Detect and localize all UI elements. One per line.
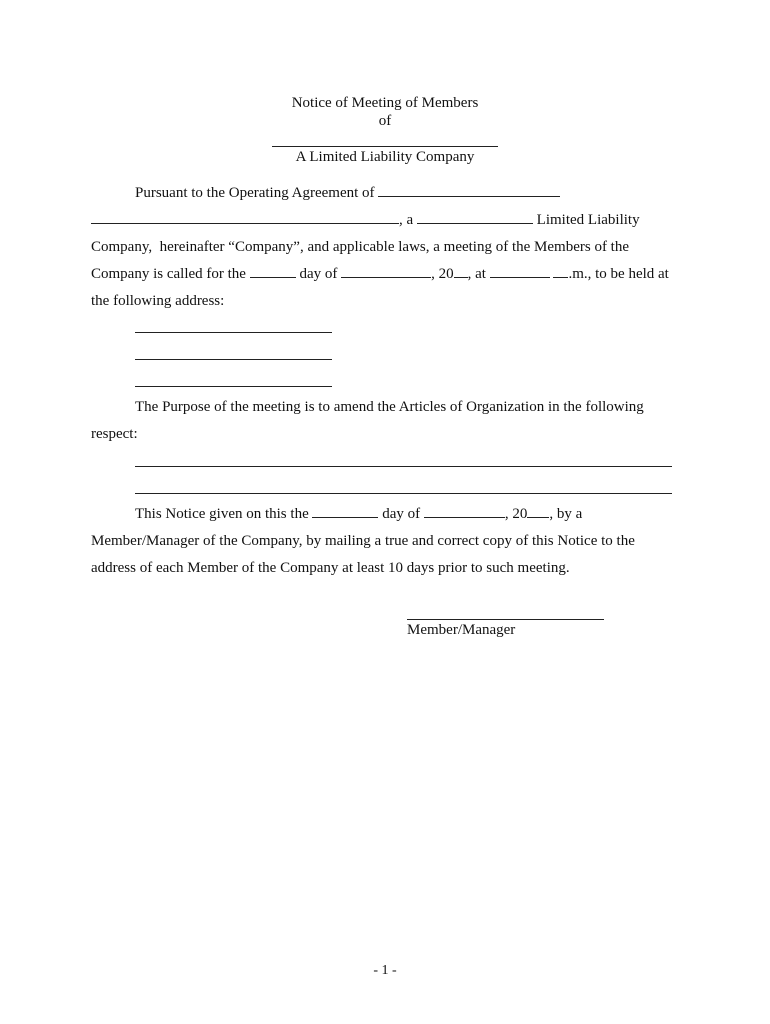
meeting-day-blank[interactable] [250,265,296,278]
page-number: - 1 - [373,963,397,978]
address-line-3-blank[interactable] [135,386,332,387]
signature-label: Member/Manager [407,622,516,638]
meeting-time-blank[interactable] [490,265,550,278]
title-company-type: A Limited Liability Company [295,149,475,165]
notice-day-blank[interactable] [312,505,378,518]
title-of: of [378,113,392,129]
para3-day-of-text: day of [382,506,421,522]
para1-line4 [91,265,669,283]
document-title: Notice of Meeting of Members [291,95,479,111]
para1-year-text: , 20 [431,266,454,282]
notice-month-blank[interactable] [424,505,505,518]
para1-line5: the following address: [91,293,225,309]
para3-by-a-text: , by a [549,506,583,522]
para1-day-of-text: day of [299,266,338,282]
purpose-line-2-blank[interactable] [135,493,672,494]
meeting-month-blank[interactable] [341,265,431,278]
para1-line2 [91,211,640,229]
para3-line1 [135,505,582,523]
signature-blank[interactable] [407,619,604,620]
address-line-2-blank[interactable] [135,359,332,360]
para3-notice-given-text: This Notice given on this the [135,506,309,522]
para1-line3: Company, hereinafter “Company”, and applicable laws, a meeting of the Members of the [91,239,630,255]
meeting-year-blank[interactable] [454,265,468,278]
para1-llc-text: Limited Liability [536,212,640,228]
para2-line2: respect: [91,426,138,442]
company-full-name-blank[interactable] [91,211,399,224]
para1-line1 [135,184,560,202]
purpose-line-1-blank[interactable] [135,466,672,467]
para3-line3: address of each Member of the Company at least 10 days prior to such meeting. [91,560,570,576]
meeting-ampm-blank[interactable] [553,265,568,278]
para1-at-text: , at [467,266,486,282]
para1-called-text: Company is called for the [91,266,246,282]
para3-line2: Member/Manager of the Company, by mailing a true and correct copy of this Notice to the [91,533,635,549]
para1-a-text: , a [399,212,414,228]
notice-year-blank[interactable] [527,505,549,518]
company-name-blank[interactable] [272,146,498,147]
para2-line1: The Purpose of the meeting is to amend the Articles of Organization in the following [135,399,644,415]
para1-operating-agreement-text: Pursuant to the Operating Agreement of [135,185,375,201]
para3-year-text: , 20 [504,506,528,522]
address-line-1-blank[interactable] [135,332,332,333]
para1-held-at-text: .m., to be held at [568,266,669,282]
state-blank[interactable] [417,211,533,224]
operating-agreement-blank[interactable] [378,184,560,197]
